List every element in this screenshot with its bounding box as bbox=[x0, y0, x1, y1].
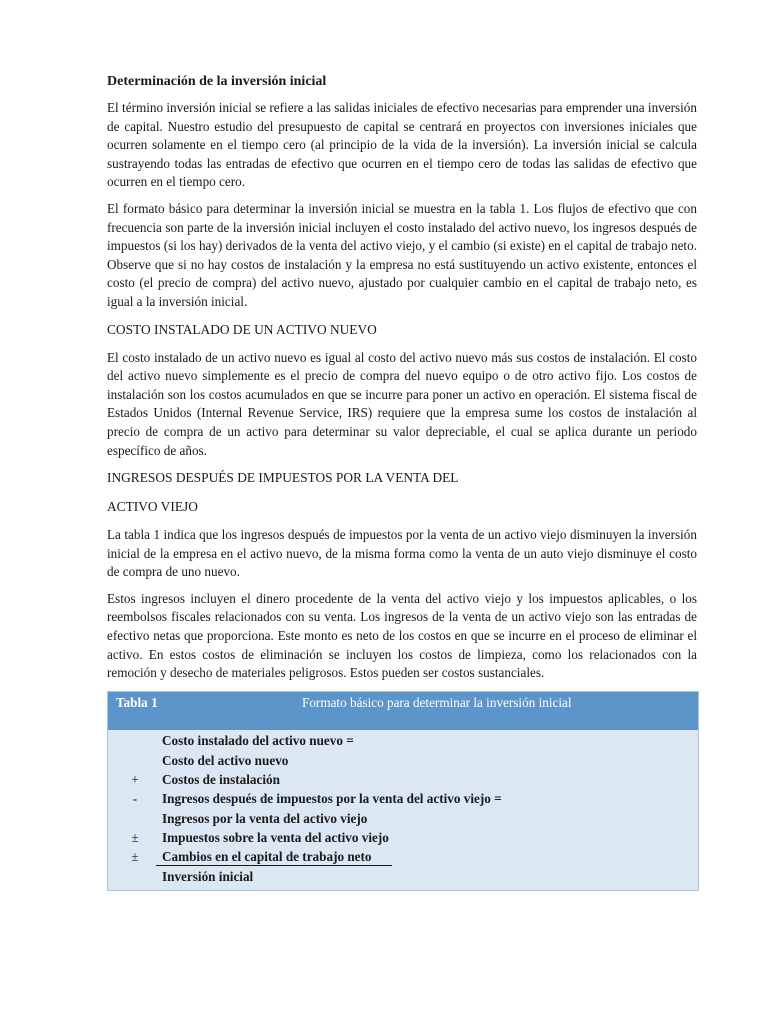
row-text: Cambios en el capital de trabajo neto bbox=[156, 849, 392, 866]
format-table bbox=[107, 691, 699, 891]
paragraph: La tabla 1 indica que los ingresos después de impuestos por la venta de un activo viejo disminuyen la inversión inicial de la empresa en el activo nuevo, de la misma forma como la venta de un auto viejo disminuye el costo de compra de uno nuevo. bbox=[107, 527, 697, 580]
row-text: Ingresos por la venta del activo viejo bbox=[162, 810, 368, 826]
row-text: Ingresos después de impuestos por la venta del activo viejo = bbox=[162, 791, 502, 807]
table-row bbox=[108, 732, 698, 751]
document-page bbox=[107, 72, 697, 891]
row-text: Costos de instalación bbox=[162, 772, 280, 788]
row-symbol: + bbox=[131, 772, 139, 788]
row-text: Costo del activo nuevo bbox=[162, 752, 289, 768]
table-body bbox=[108, 730, 698, 890]
table-header bbox=[108, 692, 698, 730]
table-row bbox=[108, 751, 698, 770]
table-caption: Formato básico para determinar la inversión inicial bbox=[302, 694, 572, 710]
row-text: Impuestos sobre la venta del activo viejo bbox=[162, 829, 389, 845]
row-text: Inversión inicial bbox=[162, 868, 254, 884]
paragraph: El costo instalado de un activo nuevo es igual al costo del activo nuevo más sus costos de instalación. El costo del activo nuevo simplemente es el precio de compra del nuevo equipo o de otro activo fijo. Los costos de instalación son los costos acumulados en que se incurre para poner un activo en operación. El sistema fiscal de Estados Unidos (Internal Revenue Service, IRS) requiere que la empresa sume los costos de instalación al precio de compra de un activo para determinar su valor depreciable, el cual se aplica durante un periodo específico de años. bbox=[107, 349, 697, 458]
section-heading: COSTO INSTALADO DE UN ACTIVO NUEVO bbox=[107, 321, 377, 337]
row-text: Costo instalado del activo nuevo = bbox=[162, 733, 354, 749]
document-title: Determinación de la inversión inicial bbox=[107, 74, 327, 89]
row-symbol: ± bbox=[131, 849, 139, 865]
table-row bbox=[108, 828, 698, 847]
section-heading-continued: ACTIVO VIEJO bbox=[107, 499, 198, 515]
section-heading: INGRESOS DESPUÉS DE IMPUESTOS POR LA VENTA DEL bbox=[107, 470, 459, 486]
table-row-total bbox=[108, 867, 698, 886]
table-row bbox=[108, 809, 698, 828]
row-symbol: - bbox=[132, 791, 138, 807]
table-row bbox=[108, 848, 698, 867]
row-symbol: ± bbox=[131, 829, 139, 845]
table-row bbox=[108, 790, 698, 809]
table-label: Tabla 1 bbox=[116, 694, 158, 710]
table-row bbox=[108, 770, 698, 789]
paragraph: El término inversión inicial se refiere a las salidas iniciales de efectivo necesarias para emprender una inversión de capital. Nuestro estudio del presupuesto de capital se centrará en proyectos con inversiones iniciales que ocurren solamente en el tiempo cero (al principio de la vida de la inversión). La inversión inicial se calcula sustrayendo todas las entradas de efectivo que ocurren en el tiempo cero de todas las salidas de efectivo que ocurren en el tiempo cero. bbox=[107, 100, 697, 190]
paragraph: Estos ingresos incluyen el dinero procedente de la venta del activo viejo y los impuestos aplicables, o los reembolsos fiscales relacionados con su venta. Los ingresos de la venta de un activo viejo son las entradas de efectivo netas que proporciona. Este monto es neto de los costos en que se incurre en el proceso de eliminar el activo. En estos costos de eliminación se incluyen los costos de limpieza, como los relacionados con la remoción y desecho de materiales peligrosos. Estos pueden ser costos sustanciales. bbox=[107, 590, 697, 681]
paragraph: El formato básico para determinar la inversión inicial se muestra en la tabla 1. Los flujos de efectivo que con frecuencia son parte de la inversión inicial incluyen el costo instalado del activo nuevo, los ingresos después de impuestos (si los hay) derivados de la venta del activo viejo, y el cambio (si existe) en el capital de trabajo neto. Observe que si no hay costos de instalación y la empresa no está sustituyendo un activo existente, entonces el costo (el precio de compra) del activo nuevo, ajustado por cualquier cambio en el capital de trabajo neto, es igual a la inversión inicial. bbox=[107, 200, 697, 309]
